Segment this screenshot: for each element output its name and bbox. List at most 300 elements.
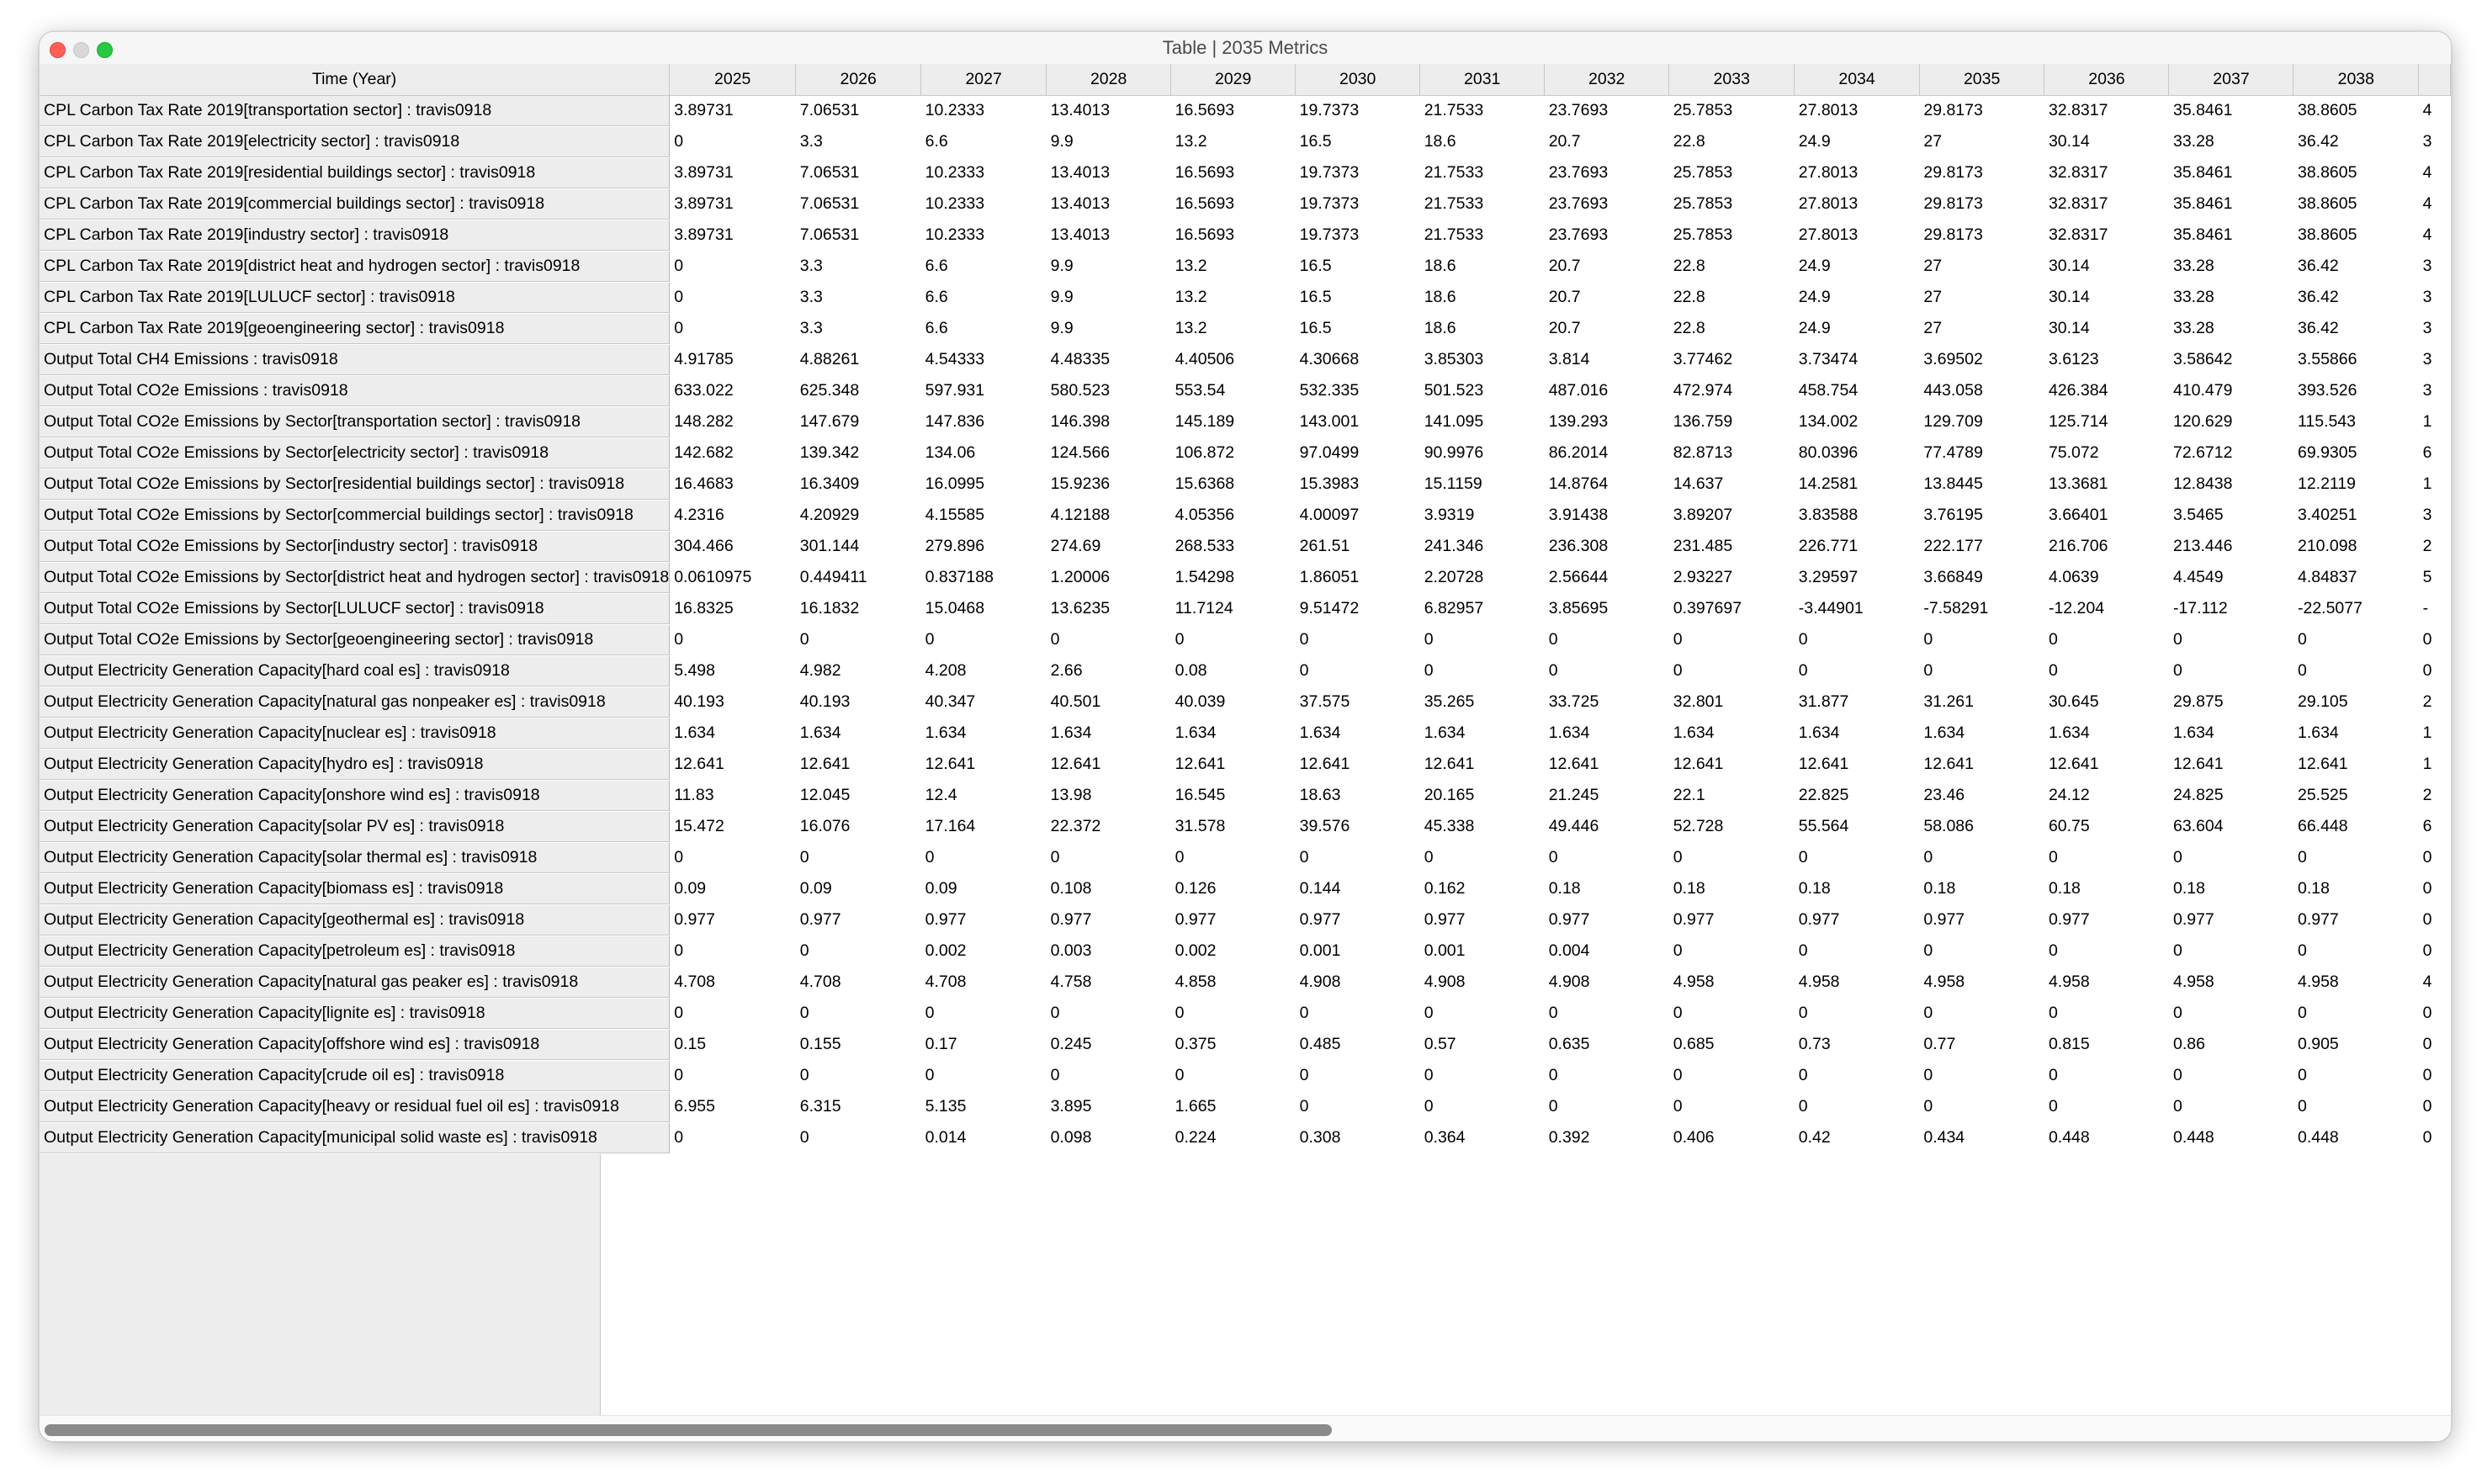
table-cell[interactable]: 4.40506 [1171,344,1296,375]
table-cell[interactable]: 0 [1420,1060,1545,1091]
table-cell[interactable]: 0 [796,624,921,655]
table-cell[interactable]: 0.004 [1545,935,1669,967]
table-cell[interactable]: 274.69 [1047,531,1171,562]
table-cell[interactable]: 0.397697 [1669,593,1795,624]
table-cell[interactable]: 20.7 [1545,282,1669,313]
table-view[interactable] [40,64,2451,1441]
table-cell[interactable]: 29.105 [2293,686,2419,718]
table-cell[interactable]: 13.8445 [1919,469,2044,500]
table-cell[interactable]: 0 [1795,998,1920,1029]
column-header-year[interactable]: 2030 [1296,64,1420,95]
row-header[interactable]: Output Electricity Generation Capacity[petroleum es] : travis0918 [40,935,670,967]
table-cell[interactable]: 0 [670,251,796,282]
table-cell[interactable]: 0.73 [1795,1029,1920,1060]
row-header[interactable]: Output Total CO2e Emissions by Sector[industry sector] : travis0918 [40,531,670,562]
table-cell[interactable]: 6.6 [921,282,1047,313]
column-header-time-year[interactable]: Time (Year) [40,64,670,95]
table-cell[interactable]: 15.472 [670,811,796,842]
table-cell[interactable]: 4.958 [2044,967,2169,998]
table-cell[interactable]: 38.8605 [2293,157,2419,188]
table-cell[interactable]: 10.2333 [921,220,1047,251]
table-cell[interactable]: 0.977 [2293,904,2419,935]
table-cell-clipped[interactable]: 0 [2419,1029,2451,1060]
table-cell[interactable]: 36.42 [2293,251,2419,282]
table-cell[interactable]: 75.072 [2044,437,2169,469]
table-cell[interactable]: 30.14 [2044,126,2169,157]
table-cell[interactable]: 12.641 [1047,749,1171,780]
table-cell[interactable]: 40.039 [1171,686,1296,718]
table-cell[interactable]: 120.629 [2169,406,2293,437]
table-cell[interactable]: 0 [1919,998,2044,1029]
table-cell[interactable]: 216.706 [2044,531,2169,562]
table-cell[interactable]: 0 [1919,624,2044,655]
table-cell[interactable]: 0.09 [921,873,1047,904]
table-cell[interactable]: 0 [921,624,1047,655]
table-cell[interactable]: 12.641 [2169,749,2293,780]
table-cell[interactable]: 0.001 [1296,935,1420,967]
row-header[interactable]: Output Total CO2e Emissions by Sector[commercial buildings sector] : travis0918 [40,500,670,531]
table-row[interactable] [40,842,2451,873]
row-header[interactable]: CPL Carbon Tax Rate 2019[district heat and hydrogen sector] : travis0918 [40,251,670,282]
table-cell[interactable]: 5.498 [670,655,796,686]
table-cell[interactable]: 55.564 [1795,811,1920,842]
table-cell[interactable]: 0 [1919,655,2044,686]
column-header-year[interactable]: 2026 [796,64,921,95]
table-cell[interactable]: 226.771 [1795,531,1920,562]
table-cell[interactable]: 1.634 [1919,718,2044,749]
table-cell[interactable]: 0 [2169,998,2293,1029]
table-cell[interactable]: 32.8317 [2044,95,2169,126]
table-cell[interactable]: 142.682 [670,437,796,469]
table-cell[interactable]: 0.977 [1420,904,1545,935]
table-cell[interactable]: 106.872 [1171,437,1296,469]
table-cell[interactable]: 4.908 [1420,967,1545,998]
table-cell[interactable]: 0.014 [921,1122,1047,1153]
table-cell[interactable]: 66.448 [2293,811,2419,842]
table-cell[interactable]: 18.63 [1296,780,1420,811]
table-cell[interactable]: 487.016 [1545,375,1669,406]
table-cell[interactable]: 0.448 [2293,1122,2419,1153]
table-cell[interactable]: 1.634 [670,718,796,749]
column-header-year[interactable]: 2032 [1545,64,1669,95]
table-cell[interactable]: 1.634 [2293,718,2419,749]
table-cell[interactable]: 30.14 [2044,313,2169,344]
table-cell[interactable]: 6.6 [921,126,1047,157]
table-cell[interactable]: 27.8013 [1795,157,1920,188]
table-row[interactable] [40,500,2451,531]
table-cell[interactable]: 0.86 [2169,1029,2293,1060]
table-cell[interactable]: 36.42 [2293,126,2419,157]
table-cell[interactable]: 3.3 [796,251,921,282]
table-cell[interactable]: 16.5 [1296,251,1420,282]
table-cell[interactable]: 0 [1420,1091,1545,1122]
table-cell[interactable]: 0 [670,842,796,873]
table-cell[interactable]: 4.00097 [1296,500,1420,531]
table-cell[interactable]: 16.5693 [1171,95,1296,126]
table-row[interactable] [40,873,2451,904]
table-cell[interactable]: 19.7373 [1296,95,1420,126]
table-cell-clipped[interactable]: 3 [2419,500,2451,531]
table-cell[interactable]: 0.002 [1171,935,1296,967]
table-cell[interactable]: 90.9976 [1420,437,1545,469]
table-cell[interactable]: 24.9 [1795,251,1920,282]
table-cell[interactable]: 0.17 [921,1029,1047,1060]
table-cell[interactable]: 410.479 [2169,375,2293,406]
table-cell[interactable]: 38.8605 [2293,95,2419,126]
table-cell[interactable]: 3.3 [796,282,921,313]
table-cell[interactable]: 0.003 [1047,935,1171,967]
table-cell[interactable]: 0 [1171,1060,1296,1091]
table-cell[interactable]: 0 [921,998,1047,1029]
table-cell-clipped[interactable]: 1 [2419,749,2451,780]
column-header-year[interactable]: 2028 [1047,64,1171,95]
table-cell[interactable]: 52.728 [1669,811,1795,842]
table-cell[interactable]: 12.641 [1171,749,1296,780]
table-cell[interactable]: 4.208 [921,655,1047,686]
table-cell[interactable]: 0.815 [2044,1029,2169,1060]
row-header[interactable]: Output Electricity Generation Capacity[lignite es] : travis0918 [40,998,670,1029]
table-cell[interactable]: 22.8 [1669,313,1795,344]
table-cell[interactable]: 16.5 [1296,313,1420,344]
table-row[interactable] [40,1122,2451,1153]
table-cell[interactable]: 0 [670,126,796,157]
table-cell[interactable]: 13.98 [1047,780,1171,811]
table-cell[interactable]: 0 [1919,842,2044,873]
table-cell-clipped[interactable]: 3 [2419,375,2451,406]
table-cell[interactable]: 12.8438 [2169,469,2293,500]
table-cell[interactable]: 1.634 [1795,718,1920,749]
table-row[interactable] [40,718,2451,749]
table-cell[interactable]: 29.8173 [1919,157,2044,188]
table-cell[interactable]: 9.51472 [1296,593,1420,624]
table-cell[interactable]: 0 [1047,624,1171,655]
table-cell[interactable]: 3.77462 [1669,344,1795,375]
table-cell[interactable]: 1.54298 [1171,562,1296,593]
table-cell[interactable]: 3.55866 [2293,344,2419,375]
row-header[interactable]: Output Electricity Generation Capacity[municipal solid waste es] : travis0918 [40,1122,670,1153]
table-cell[interactable]: 0.224 [1171,1122,1296,1153]
table-cell[interactable]: 0 [1795,935,1920,967]
table-cell-clipped[interactable]: 0 [2419,1060,2451,1091]
table-cell[interactable]: 7.06531 [796,220,921,251]
table-cell[interactable]: 0.155 [796,1029,921,1060]
table-cell[interactable]: 0 [2169,842,2293,873]
table-cell[interactable]: 0.001 [1420,935,1545,967]
table-cell[interactable]: 86.2014 [1545,437,1669,469]
table-cell[interactable]: 3.9319 [1420,500,1545,531]
table-cell[interactable]: 30.645 [2044,686,2169,718]
table-cell[interactable]: 6.955 [670,1091,796,1122]
table-cell[interactable]: 1.634 [1047,718,1171,749]
table-row[interactable] [40,686,2451,718]
table-cell[interactable]: 3.89207 [1669,500,1795,531]
table-cell[interactable]: 0.18 [2169,873,2293,904]
table-cell-clipped[interactable]: 3 [2419,126,2451,157]
table-cell[interactable]: 1.20006 [1047,562,1171,593]
table-cell[interactable]: 11.7124 [1171,593,1296,624]
row-header[interactable]: CPL Carbon Tax Rate 2019[commercial buildings sector] : travis0918 [40,188,670,220]
table-cell-clipped[interactable]: 1 [2419,718,2451,749]
table-cell[interactable]: 0.392 [1545,1122,1669,1153]
table-cell-clipped[interactable]: 0 [2419,1122,2451,1153]
table-cell[interactable]: 0.977 [1296,904,1420,935]
table-cell[interactable]: 222.177 [1919,531,2044,562]
table-cell[interactable]: 0 [2169,1060,2293,1091]
table-cell[interactable]: 426.384 [2044,375,2169,406]
table-cell[interactable]: 18.6 [1420,126,1545,157]
table-cell[interactable]: 15.6368 [1171,469,1296,500]
table-cell[interactable]: 32.8317 [2044,157,2169,188]
table-cell[interactable]: 1.634 [1669,718,1795,749]
table-cell[interactable]: 0.977 [1669,904,1795,935]
table-cell-clipped[interactable]: 0 [2419,1091,2451,1122]
table-cell[interactable]: 22.8 [1669,282,1795,313]
table-cell[interactable]: 23.7693 [1545,188,1669,220]
table-cell[interactable]: 13.2 [1171,313,1296,344]
table-cell[interactable]: -7.58291 [1919,593,2044,624]
row-header[interactable]: CPL Carbon Tax Rate 2019[industry sector] : travis0918 [40,220,670,251]
table-cell[interactable]: 0.905 [2293,1029,2419,1060]
table-cell[interactable]: 40.501 [1047,686,1171,718]
table-cell[interactable]: 0 [1047,998,1171,1029]
table-cell[interactable]: 18.6 [1420,313,1545,344]
column-header-year[interactable]: 2029 [1171,64,1296,95]
table-cell[interactable]: 18.6 [1420,251,1545,282]
table-cell[interactable]: 23.7693 [1545,220,1669,251]
table-cell[interactable]: 0 [2293,1091,2419,1122]
table-cell[interactable]: 24.9 [1795,282,1920,313]
table-cell[interactable]: 4.88261 [796,344,921,375]
row-header[interactable]: Output Electricity Generation Capacity[solar PV es] : travis0918 [40,811,670,842]
row-header[interactable]: Output Electricity Generation Capacity[nuclear es] : travis0918 [40,718,670,749]
table-row[interactable] [40,437,2451,469]
table-cell[interactable]: 0 [1669,1091,1795,1122]
column-header-year[interactable]: 2035 [1919,64,2044,95]
table-cell[interactable]: 36.42 [2293,313,2419,344]
table-cell[interactable]: 49.446 [1545,811,1669,842]
table-cell[interactable]: 3.66849 [1919,562,2044,593]
table-cell[interactable]: 9.9 [1047,282,1171,313]
table-cell[interactable]: 4.958 [1919,967,2044,998]
table-cell[interactable]: 0 [2044,624,2169,655]
table-cell[interactable]: 29.8173 [1919,220,2044,251]
table-cell[interactable]: 0 [2044,1060,2169,1091]
table-row[interactable] [40,780,2451,811]
table-cell[interactable]: 35.8461 [2169,157,2293,188]
table-cell[interactable]: 35.265 [1420,686,1545,718]
table-cell[interactable]: 0 [1919,1091,2044,1122]
table-cell-clipped[interactable]: 6 [2419,437,2451,469]
table-cell-clipped[interactable]: 4 [2419,157,2451,188]
table-cell[interactable]: 0 [1919,935,2044,967]
table-cell[interactable]: 1.634 [796,718,921,749]
table-cell[interactable]: -17.112 [2169,593,2293,624]
table-cell[interactable]: 21.7533 [1420,220,1545,251]
table-cell[interactable]: 4.15585 [921,500,1047,531]
column-header-year[interactable]: 2025 [670,64,796,95]
table-cell-clipped[interactable]: - [2419,593,2451,624]
table-cell[interactable]: 13.2 [1171,282,1296,313]
table-cell[interactable]: 633.022 [670,375,796,406]
table-cell[interactable]: 0 [1545,624,1669,655]
table-cell[interactable]: 60.75 [2044,811,2169,842]
table-cell-clipped[interactable]: 3 [2419,282,2451,313]
table-cell[interactable]: 0.685 [1669,1029,1795,1060]
table-row[interactable] [40,935,2451,967]
table-cell[interactable]: 16.3409 [796,469,921,500]
table-cell[interactable]: 12.641 [1795,749,1920,780]
table-cell[interactable]: 7.06531 [796,157,921,188]
table-cell[interactable]: 25.7853 [1669,95,1795,126]
table-cell[interactable]: 0 [1420,624,1545,655]
table-cell[interactable]: 0.162 [1420,873,1545,904]
table-cell[interactable]: 3.66401 [2044,500,2169,531]
table-cell[interactable]: 134.06 [921,437,1047,469]
table-cell[interactable]: 0 [670,313,796,344]
table-cell[interactable]: 16.4683 [670,469,796,500]
table-cell[interactable]: 25.7853 [1669,220,1795,251]
table-cell[interactable]: 0 [1296,998,1420,1029]
table-cell[interactable]: 393.526 [2293,375,2419,406]
row-header[interactable]: Output Electricity Generation Capacity[natural gas peaker es] : travis0918 [40,967,670,998]
table-cell[interactable]: 12.641 [796,749,921,780]
table-cell[interactable]: 20.7 [1545,313,1669,344]
table-cell[interactable]: 0 [670,1122,796,1153]
horizontal-scrollbar[interactable] [40,1415,2451,1441]
table-cell[interactable]: 0.375 [1171,1029,1296,1060]
table-cell[interactable]: 4.2316 [670,500,796,531]
table-cell[interactable]: 0 [1795,624,1920,655]
table-cell[interactable]: 12.641 [921,749,1047,780]
table-cell[interactable]: 0.144 [1296,873,1420,904]
table-cell[interactable]: 0 [2044,655,2169,686]
table-cell-clipped[interactable]: 2 [2419,780,2451,811]
table-row[interactable] [40,531,2451,562]
table-cell-clipped[interactable]: 0 [2419,998,2451,1029]
table-cell[interactable]: 0 [670,282,796,313]
table-cell[interactable]: 10.2333 [921,188,1047,220]
row-header[interactable]: Output Total CO2e Emissions : travis0918 [40,375,670,406]
table-cell[interactable]: 3.58642 [2169,344,2293,375]
table-cell[interactable]: 1.634 [921,718,1047,749]
table-cell[interactable]: 210.098 [2293,531,2419,562]
row-header[interactable]: Output Total CO2e Emissions by Sector[geoengineering sector] : travis0918 [40,624,670,655]
table-cell[interactable]: 72.6712 [2169,437,2293,469]
table-cell[interactable]: 16.545 [1171,780,1296,811]
table-row[interactable] [40,904,2451,935]
table-cell[interactable]: 30.14 [2044,251,2169,282]
table-cell[interactable]: 0.977 [1545,904,1669,935]
table-cell[interactable]: 3.40251 [2293,500,2419,531]
table-cell[interactable]: 0 [670,1060,796,1091]
table-cell[interactable]: 23.46 [1919,780,2044,811]
table-cell[interactable]: 32.8317 [2044,188,2169,220]
table-cell[interactable]: 0 [1296,1091,1420,1122]
table-cell[interactable]: 1.634 [1545,718,1669,749]
table-row[interactable] [40,749,2451,780]
table-cell-clipped[interactable]: 5 [2419,562,2451,593]
table-cell[interactable]: 0.977 [1919,904,2044,935]
table-cell[interactable]: 22.825 [1795,780,1920,811]
table-cell[interactable]: 0 [1669,842,1795,873]
table-cell[interactable]: 241.346 [1420,531,1545,562]
table-cell[interactable]: 0.977 [2169,904,2293,935]
table-cell[interactable]: 80.0396 [1795,437,1920,469]
column-header-year[interactable]: 2038 [2293,64,2419,95]
table-cell-clipped[interactable]: 0 [2419,624,2451,655]
table-cell[interactable]: 0 [1545,1060,1669,1091]
row-header[interactable]: Output Electricity Generation Capacity[crude oil es] : travis0918 [40,1060,670,1091]
table-cell[interactable]: 0.42 [1795,1122,1920,1153]
table-cell[interactable]: 12.641 [1545,749,1669,780]
table-cell[interactable]: 0 [2293,998,2419,1029]
table-row[interactable] [40,624,2451,655]
table-cell[interactable]: 4.958 [2169,967,2293,998]
column-header-year[interactable]: 2027 [921,64,1047,95]
table-cell[interactable]: -12.204 [2044,593,2169,624]
table-cell[interactable]: 213.446 [2169,531,2293,562]
table-cell[interactable]: 148.282 [670,406,796,437]
table-cell[interactable]: 31.578 [1171,811,1296,842]
table-cell-clipped[interactable]: 6 [2419,811,2451,842]
table-cell[interactable]: 0 [2169,1091,2293,1122]
table-cell[interactable]: 115.543 [2293,406,2419,437]
table-cell[interactable]: 0 [1420,998,1545,1029]
table-cell[interactable]: 0.18 [1919,873,2044,904]
table-cell-clipped[interactable]: 0 [2419,842,2451,873]
table-cell[interactable]: 4.708 [921,967,1047,998]
table-cell-clipped[interactable]: 3 [2419,313,2451,344]
table-cell[interactable]: 21.7533 [1420,188,1545,220]
table-cell[interactable]: 0.977 [1171,904,1296,935]
row-header[interactable]: CPL Carbon Tax Rate 2019[residential buildings sector] : travis0918 [40,157,670,188]
table-cell-clipped[interactable]: 3 [2419,251,2451,282]
table-cell[interactable]: 0.08 [1171,655,1296,686]
table-cell[interactable]: 3.89731 [670,220,796,251]
table-cell[interactable]: 4.708 [796,967,921,998]
table-cell[interactable]: 143.001 [1296,406,1420,437]
table-cell[interactable]: 0 [796,1060,921,1091]
table-row[interactable] [40,251,2451,282]
table-row[interactable] [40,655,2451,686]
table-cell-clipped[interactable]: 0 [2419,873,2451,904]
table-cell[interactable]: 0 [2044,935,2169,967]
row-header[interactable]: Output Total CO2e Emissions by Sector[LULUCF sector] : travis0918 [40,593,670,624]
table-cell[interactable]: 146.398 [1047,406,1171,437]
table-cell[interactable]: 11.83 [670,780,796,811]
table-cell[interactable]: 14.2581 [1795,469,1920,500]
table-cell[interactable]: 15.9236 [1047,469,1171,500]
table-cell[interactable]: 0.448 [2169,1122,2293,1153]
table-cell[interactable]: 31.877 [1795,686,1920,718]
table-cell[interactable]: 124.566 [1047,437,1171,469]
table-cell[interactable]: 33.28 [2169,282,2293,313]
table-cell[interactable]: 625.348 [796,375,921,406]
table-cell[interactable]: 0.977 [670,904,796,935]
table-cell[interactable]: 0 [1795,655,1920,686]
table-cell[interactable]: 40.347 [921,686,1047,718]
column-header-year[interactable]: 2031 [1420,64,1545,95]
table-cell[interactable]: 0.448 [2044,1122,2169,1153]
table-cell-clipped[interactable]: 4 [2419,95,2451,126]
table-cell[interactable]: 1.634 [2169,718,2293,749]
table-cell[interactable]: 6.6 [921,313,1047,344]
table-cell[interactable]: 33.28 [2169,251,2293,282]
table-cell[interactable]: 24.9 [1795,126,1920,157]
table-row[interactable] [40,811,2451,842]
table-row[interactable] [40,998,2451,1029]
table-cell[interactable]: 24.825 [2169,780,2293,811]
